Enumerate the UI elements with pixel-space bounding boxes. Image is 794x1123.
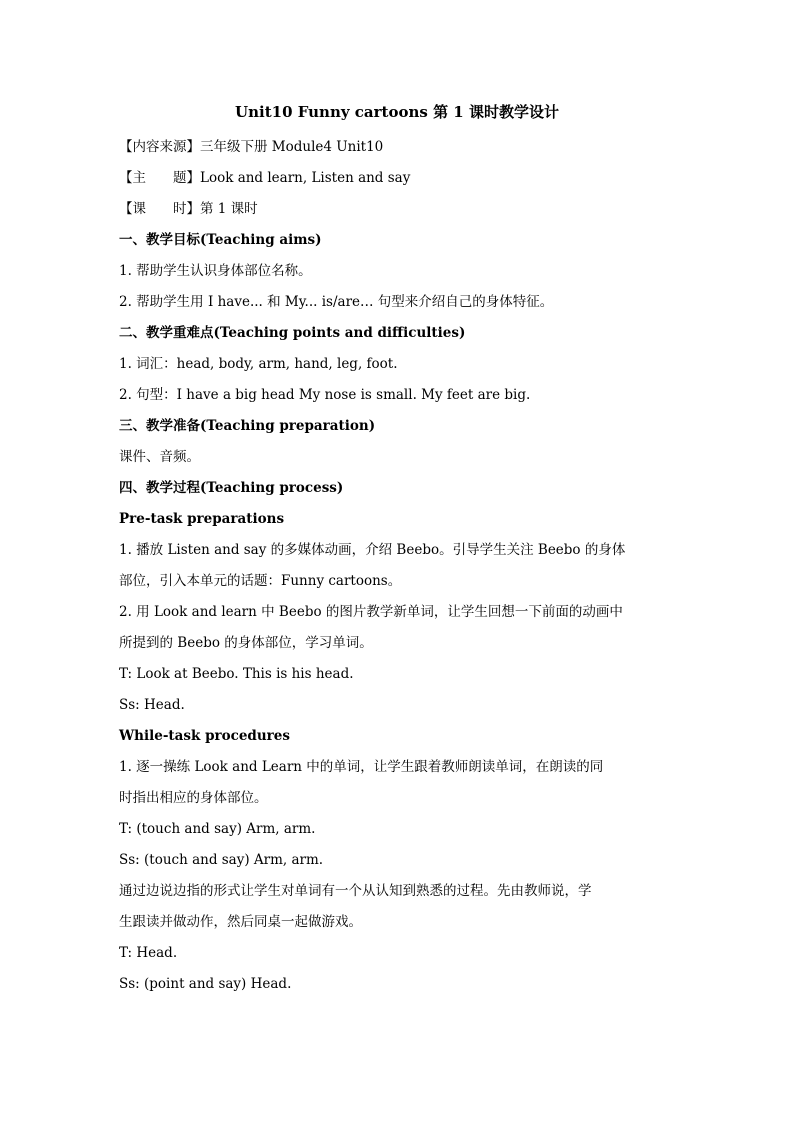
while-task-step-1-line-2: 时指出相应的身体部位。 <box>119 790 268 806</box>
aim-item-2: 2. 帮助学生用 I have... 和 My... is/are… 句型来介绍自己的身体特征。 <box>119 294 554 310</box>
content-source-line: 【内容来源】三年级下册 Module4 Unit10 <box>119 139 384 155</box>
dialogue-students-line-3: Ss: (point and say) Head. <box>119 976 292 992</box>
method-paragraph-line-2: 生跟读并做动作，然后同桌一起做游戏。 <box>119 914 362 930</box>
pre-task-step-2-line-1: 2. 用 Look and learn 中 Beebo 的图片教学新单词，让学生回想一下前面的动画中 <box>119 604 623 620</box>
section-heading-process: 四、教学过程(Teaching process) <box>119 480 344 496</box>
section-heading-aims: 一、教学目标(Teaching aims) <box>119 232 322 248</box>
dialogue-teacher-line-2: T: (touch and say) Arm, arm. <box>119 821 316 837</box>
section-heading-preparation: 三、教学准备(Teaching preparation) <box>119 418 376 434</box>
dialogue-teacher-line: T: Look at Beebo. This is his head. <box>119 666 354 682</box>
dialogue-students-line: Ss: Head. <box>119 697 185 713</box>
pre-task-step-1-line-2: 部位，引入本单元的话题：Funny cartoons。 <box>119 573 402 589</box>
lesson-period-line: 【课 时】第 1 课时 <box>119 201 258 217</box>
pre-task-step-2-line-2: 所提到的 Beebo 的身体部位，学习单词。 <box>119 635 373 651</box>
method-paragraph-line-1: 通过边说边指的形式让学生对单词有一个从认知到熟悉的过程。先由教师说，学 <box>119 883 592 899</box>
preparation-text: 课件、音频。 <box>119 449 200 465</box>
subheading-pre-task: Pre-task preparations <box>119 511 285 527</box>
aim-item-1: 1. 帮助学生认识身体部位名称。 <box>119 263 312 279</box>
section-heading-key-points: 二、教学重难点(Teaching points and difficulties) <box>119 325 466 341</box>
while-task-step-1-line-1: 1. 逐一操练 Look and Learn 中的单词，让学生跟着教师朗读单词，在朗读的同 <box>119 759 604 775</box>
vocabulary-line: 1. 词汇：head, body, arm, hand, leg, foot. <box>119 356 398 372</box>
dialogue-students-line-2: Ss: (touch and say) Arm, arm. <box>119 852 324 868</box>
document-body <box>119 132 679 1000</box>
topic-line: 【主 题】Look and learn, Listen and say <box>119 170 411 186</box>
document-title: Unit10 Funny cartoons 第 1 课时教学设计 <box>235 103 559 121</box>
dialogue-teacher-line-3: T: Head. <box>119 945 178 961</box>
subheading-while-task: While-task procedures <box>119 728 290 744</box>
sentence-pattern-line: 2. 句型：I have a big head My nose is small. My feet are big. <box>119 387 531 403</box>
pre-task-step-1-line-1: 1. 播放 Listen and say 的多媒体动画，介绍 Beebo。引导学生关注 Beebo 的身体 <box>119 542 626 558</box>
